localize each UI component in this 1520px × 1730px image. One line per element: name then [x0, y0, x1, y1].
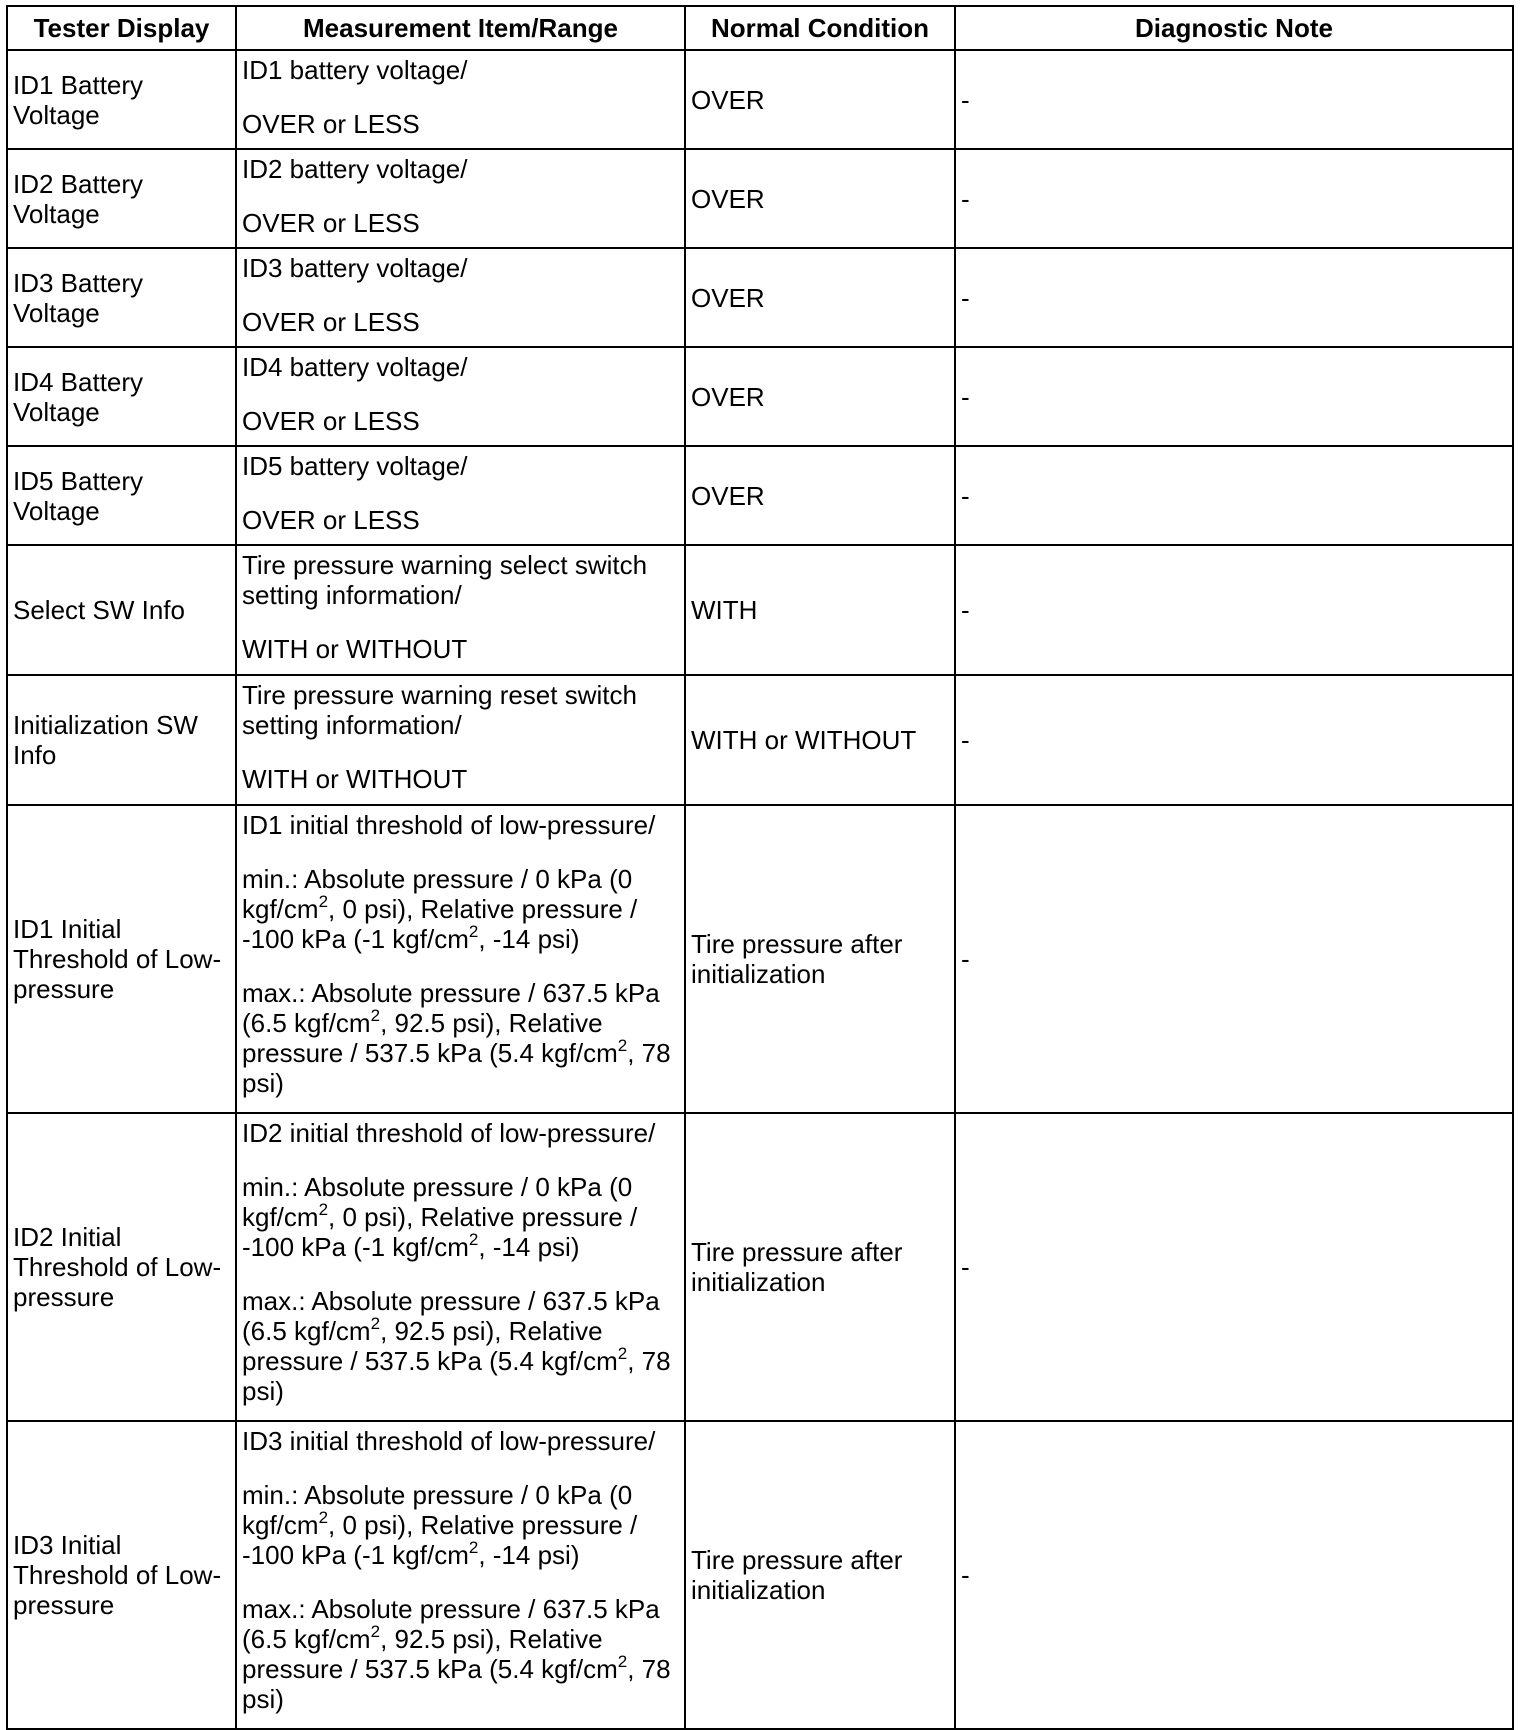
measurement-item-cell [236, 1113, 685, 1421]
measurement-item-cell [236, 446, 685, 545]
measurement-item-cell [236, 1421, 685, 1729]
table-row [7, 1113, 1513, 1421]
measurement-item-text: ID2 initial threshold of low-pressure/ [242, 1118, 656, 1148]
measurement-item-text: ID1 initial threshold of low-pressure/ [242, 810, 656, 840]
measurement-range-text: WITH or WITHOUT [242, 634, 468, 664]
measurement-item-text: Tire pressure warning reset switch setting information/ [242, 680, 637, 740]
measurement-item-cell [236, 248, 685, 347]
tester-display-cell: ID1 Battery Voltage [7, 50, 236, 149]
measurement-item-cell [236, 50, 685, 149]
diagnostic-note-cell: - [955, 1113, 1513, 1421]
table-header-row [7, 6, 1513, 50]
table-row [7, 805, 1513, 1113]
tester-display-cell: ID2 Initial Threshold of Low-pressure [7, 1113, 236, 1421]
header-normal-condition: Normal Condition [685, 6, 955, 50]
table-row [7, 446, 1513, 545]
max-range-text: max.: Absolute pressure / 637.5 kPa (6.5 kgf/$cm^2$, 92.5 psi), Relative pressure / 537.5 kPa (5.4 kgf/$cm^2$, 78 psi) [242, 1286, 671, 1406]
diagnostic-note-cell: - [955, 1421, 1513, 1729]
table-row [7, 545, 1513, 675]
measurement-item-text: ID5 battery voltage/ [242, 451, 468, 481]
diagnostic-note-cell: - [955, 149, 1513, 248]
header-tester-display: Tester Display [7, 6, 236, 50]
tester-display-cell: ID1 Initial Threshold of Low-pressure [7, 805, 236, 1113]
diagnostic-note-cell: - [955, 675, 1513, 805]
measurement-item-cell [236, 545, 685, 675]
measurement-range-text: OVER or LESS [242, 505, 420, 535]
table-row [7, 1421, 1513, 1729]
normal-condition-cell: WITH [685, 545, 955, 675]
normal-condition-cell: OVER [685, 149, 955, 248]
measurement-item-cell [236, 675, 685, 805]
measurement-item-text: ID1 battery voltage/ [242, 55, 468, 85]
table-row [7, 149, 1513, 248]
normal-condition-cell: Tire pressure after initialization [685, 805, 955, 1113]
measurement-range-text: WITH or WITHOUT [242, 764, 468, 794]
measurement-item-cell [236, 149, 685, 248]
measurement-item-text: Tire pressure warning select switch setting information/ [242, 550, 648, 610]
diagnostic-note-cell: - [955, 347, 1513, 446]
normal-condition-cell: OVER [685, 347, 955, 446]
diagnostic-note-cell: - [955, 446, 1513, 545]
diagnostic-note-cell: - [955, 248, 1513, 347]
measurement-range-text: OVER or LESS [242, 109, 420, 139]
header-measurement-item-range: Measurement Item/Range [236, 6, 685, 50]
tester-display-cell: ID4 Battery Voltage [7, 347, 236, 446]
max-range-text: max.: Absolute pressure / 637.5 kPa (6.5 kgf/$cm^2$, 92.5 psi), Relative pressure / 537.5 kPa (5.4 kgf/$cm^2$, 78 psi) [242, 1594, 671, 1714]
tester-display-cell: ID3 Battery Voltage [7, 248, 236, 347]
measurement-range-text: OVER or LESS [242, 406, 420, 436]
measurement-item-cell [236, 347, 685, 446]
tester-display-cell: Initialization SW Info [7, 675, 236, 805]
measurement-item-cell [236, 805, 685, 1113]
table-row [7, 50, 1513, 149]
tester-display-cell: ID5 Battery Voltage [7, 446, 236, 545]
measurement-item-text: ID3 initial threshold of low-pressure/ [242, 1426, 656, 1456]
tester-display-cell: Select SW Info [7, 545, 236, 675]
diagnostic-data-table [6, 5, 1514, 1730]
normal-condition-cell: WITH or WITHOUT [685, 675, 955, 805]
min-range-text: min.: Absolute pressure / 0 kPa (0 kgf/$cm^2$, 0 psi), Relative pressure / -100 kPa (-1 kgf/$cm^2$, -14 psi) [242, 1172, 638, 1262]
max-range-text: max.: Absolute pressure / 637.5 kPa (6.5 kgf/$cm^2$, 92.5 psi), Relative pressure / 537.5 kPa (5.4 kgf/$cm^2$, 78 psi) [242, 978, 671, 1098]
measurement-item-text: ID3 battery voltage/ [242, 253, 468, 283]
min-range-text: min.: Absolute pressure / 0 kPa (0 kgf/$cm^2$, 0 psi), Relative pressure / -100 kPa (-1 kgf/$cm^2$, -14 psi) [242, 1480, 638, 1570]
table-row [7, 347, 1513, 446]
tester-display-cell: ID3 Initial Threshold of Low-pressure [7, 1421, 236, 1729]
measurement-item-text: ID2 battery voltage/ [242, 154, 468, 184]
diagnostic-note-cell: - [955, 50, 1513, 149]
diagnostic-note-cell: - [955, 545, 1513, 675]
normal-condition-cell: OVER [685, 50, 955, 149]
measurement-item-text: ID4 battery voltage/ [242, 352, 468, 382]
measurement-range-text: OVER or LESS [242, 307, 420, 337]
diagnostic-note-cell: - [955, 805, 1513, 1113]
normal-condition-cell: Tire pressure after initialization [685, 1113, 955, 1421]
normal-condition-cell: OVER [685, 446, 955, 545]
normal-condition-cell: Tire pressure after initialization [685, 1421, 955, 1729]
normal-condition-cell: OVER [685, 248, 955, 347]
header-diagnostic-note: Diagnostic Note [955, 6, 1513, 50]
min-range-text: min.: Absolute pressure / 0 kPa (0 kgf/$cm^2$, 0 psi), Relative pressure / -100 kPa (-1 kgf/$cm^2$, -14 psi) [242, 864, 638, 954]
table-row [7, 248, 1513, 347]
measurement-range-text: OVER or LESS [242, 208, 420, 238]
tester-display-cell: ID2 Battery Voltage [7, 149, 236, 248]
table-row [7, 675, 1513, 805]
